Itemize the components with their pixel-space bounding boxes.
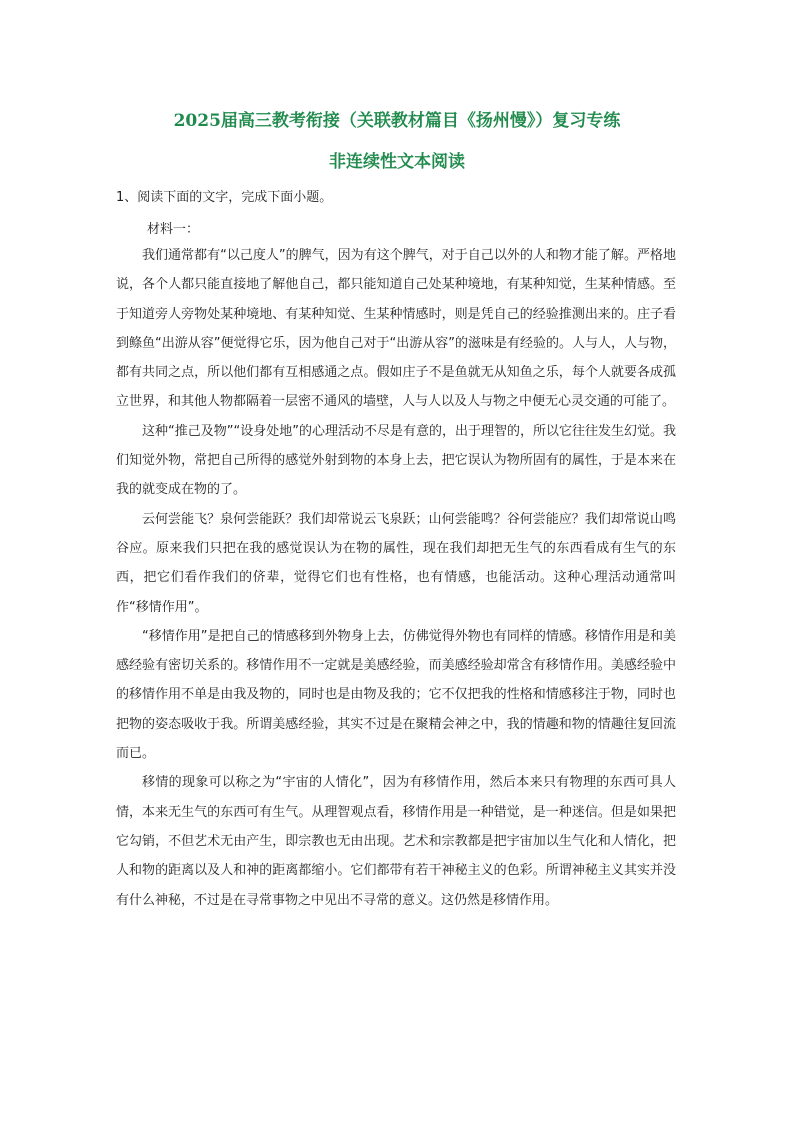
- document-subtitle: 非连续性文本阅读: [329, 152, 465, 172]
- paragraph: “移情作用”是把自己的情感移到外物身上去，仿佛觉得外物也有同样的情感。移情作用是和美感经验有密切关系的。移情作用不一定就是美感经验，而美感经验却常含有移情作用。美感经验中的移情作用不单是由我及物的，同时也是由物及我的；它不仅把我的性格和情感移注于物，同时也把物的姿态吸收于我。所谓美感经验，其实不过是在聚精会神之中，我的情趣和物的情趣往复回流而已。: [116, 628, 676, 762]
- document-title: 2025届高三教考衔接（关联教材篇目《扬州慢》）复习专练: [173, 111, 621, 131]
- material-label: 材料一：: [147, 222, 200, 237]
- paragraph: 这种“推己及物”“设身处地”的心理活动不尽是有意的，出于理智的，所以它往往发生幻觉。我们知觉外物，常把自己所得的感觉外射到物的本身上去，把它误认为物所固有的属性，于是本来在我的就变成在物的了。: [116, 423, 676, 498]
- paragraph: 我们通常都有“以己度人”的脾气，因为有这个脾气，对于自己以外的人和物才能了解。严格地说，各个人都只能直接地了解他自己，都只能知道自己处某种境地，有某种知觉，生某种情感。至于知道旁人旁物处某种境地、有某种知觉、生某种情感时，则是凭自己的经验推测出来的。庄子看到鲦鱼“出游从容”便觉得它乐，因为他自己对于“出游从容”的滋味是有经验的。人与人，人与物，都有共同之点，所以他们都有互相感通之点。假如庄子不是鱼就无从知鱼之乐，每个人就要各成孤立世界，和其他人物都隔着一层密不通风的墙壁，人与人以及人与物之中便无心灵交通的可能了。: [116, 248, 676, 410]
- material-body: [116, 241, 676, 915]
- question-instruction: 1、阅读下面的文字，完成下面小题。: [116, 190, 333, 205]
- paragraph: 云何尝能飞？泉何尝能跃？我们却常说云飞泉跃；山何尝能鸣？谷何尝能应？我们却常说山鸣谷应。原来我们只把在我的感觉误认为在物的属性，现在我们却把无生气的东西看成有生气的东西，把它们看作我们的侪辈，觉得它们也有性格，也有情感，也能活动。这种心理活动通常叫作“移情作用”。: [116, 511, 676, 615]
- paragraph: 移情的现象可以称之为“宇宙的人情化”，因为有移情作用，然后本来只有物理的东西可具人情，本来无生气的东西可有生气。从理智观点看，移情作用是一种错觉，是一种迷信。但是如果把它勾销，不但艺术无由产生，即宗教也无由出现。艺术和宗教都是把宇宙加以生气化和人情化，把人和物的距离以及人和神的距离都缩小。它们都带有若干神秘主义的色彩。所谓神秘主义其实并没有什么神秘，不过是在寻常事物之中见出不寻常的意义。这仍然是移情作用。: [116, 775, 676, 908]
